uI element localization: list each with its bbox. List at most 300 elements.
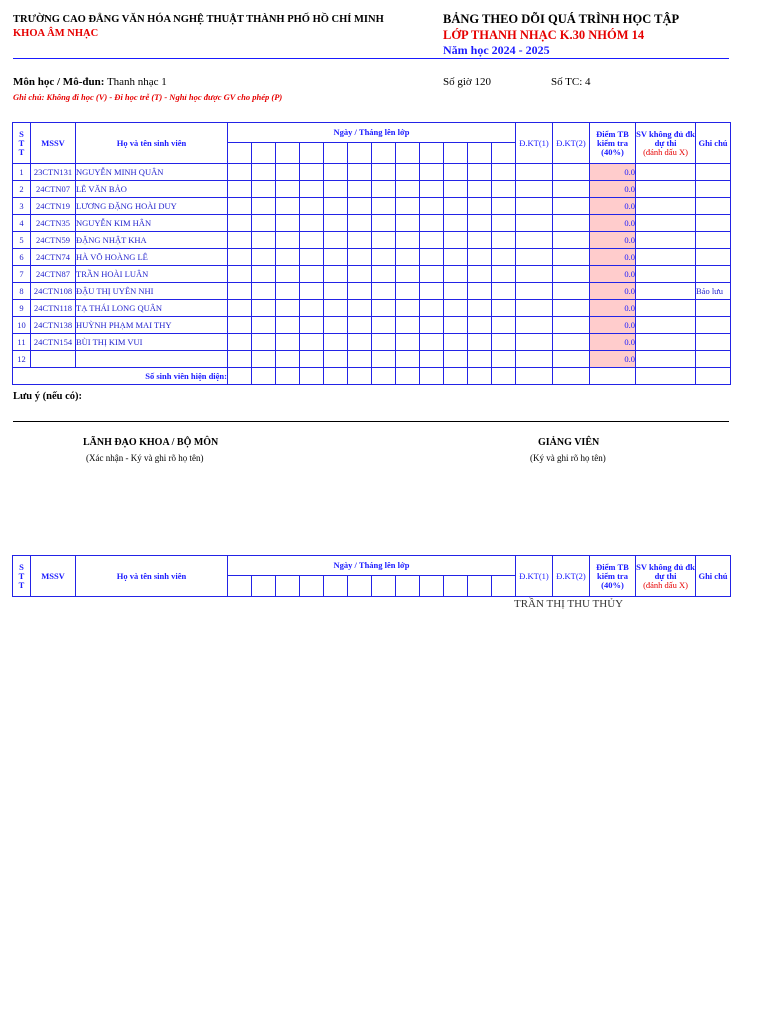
header-dkt2: Đ.KT(2) [553,556,590,597]
attendance-cell[interactable] [276,351,300,368]
attendance-cell[interactable] [444,300,468,317]
date-cell[interactable] [396,143,420,164]
row-note[interactable] [696,164,731,181]
attendance-cell[interactable] [444,249,468,266]
row-note[interactable] [696,232,731,249]
row-stt: 8 [13,283,31,300]
attendance-cell[interactable] [348,334,372,351]
attendance-cell[interactable] [492,283,516,300]
course-hours: Số giờ 120 [443,76,491,88]
attendance-cell[interactable] [396,317,420,334]
teacher-signature-note: (Ký và ghi rõ họ tên) [530,453,606,463]
attendance-cell[interactable] [468,317,492,334]
attendance-cell[interactable] [228,300,252,317]
attendance-cell[interactable] [492,334,516,351]
row-average-score: 0.0 [590,164,636,181]
attendance-cell[interactable] [372,164,396,181]
attendance-cell[interactable] [228,215,252,232]
attendance-cell[interactable] [420,266,444,283]
row-student-name: NGUYỄN MINH QUÂN [76,164,228,181]
row-ineligible-mark[interactable] [636,181,696,198]
row-mssv: 24CTN87 [31,266,76,283]
attendance-cell[interactable] [348,164,372,181]
present-count-cell [553,368,590,385]
attendance-cell[interactable] [420,334,444,351]
attendance-cell[interactable] [444,215,468,232]
attendance-cell[interactable] [396,215,420,232]
row-ineligible-mark[interactable] [636,232,696,249]
row-dkt2[interactable] [553,300,590,317]
attendance-cell[interactable] [228,232,252,249]
attendance-cell[interactable] [396,181,420,198]
attendance-cell[interactable] [372,334,396,351]
row-dkt2[interactable] [553,334,590,351]
row-mssv: 24CTN59 [31,232,76,249]
attendance-cell[interactable] [492,164,516,181]
attendance-cell[interactable] [396,283,420,300]
attendance-cell[interactable] [276,300,300,317]
attendance-cell[interactable] [300,198,324,215]
attendance-cell[interactable] [300,317,324,334]
row-dkt2[interactable] [553,181,590,198]
date-cell[interactable] [420,576,444,597]
attendance-cell[interactable] [300,181,324,198]
attendance-cell[interactable] [396,232,420,249]
present-count-cell[interactable] [468,368,492,385]
row-dkt1[interactable] [516,283,553,300]
attendance-cell[interactable] [420,249,444,266]
attendance-cell[interactable] [300,351,324,368]
attendance-cell[interactable] [468,181,492,198]
row-dkt1[interactable] [516,266,553,283]
attendance-cell[interactable] [324,266,348,283]
attendance-cell[interactable] [324,215,348,232]
row-dkt1[interactable] [516,198,553,215]
attendance-cell[interactable] [228,334,252,351]
attendance-cell[interactable] [300,266,324,283]
attendance-cell[interactable] [444,164,468,181]
row-stt: 12 [13,351,31,368]
attendance-cell[interactable] [324,300,348,317]
date-cell[interactable] [300,143,324,164]
attendance-cell[interactable] [300,215,324,232]
attendance-cell[interactable] [372,283,396,300]
row-ineligible-mark[interactable] [636,334,696,351]
row-dkt2[interactable] [553,232,590,249]
attendance-cell[interactable] [276,266,300,283]
attendance-cell[interactable] [468,198,492,215]
attendance-cell[interactable] [372,300,396,317]
attendance-cell[interactable] [420,164,444,181]
attendance-cell[interactable] [228,198,252,215]
row-mssv: 24CTN154 [31,334,76,351]
attendance-cell[interactable] [420,317,444,334]
attendance-cell[interactable] [348,300,372,317]
teacher-name: TRẦN THỊ THU THỦY [514,598,624,610]
row-mssv: 24CTN138 [31,317,76,334]
attendance-cell[interactable] [492,351,516,368]
attendance-cell[interactable] [324,198,348,215]
document-title: BẢNG THEO DÕI QUÁ TRÌNH HỌC TẬP [443,12,680,26]
row-dkt2[interactable] [553,283,590,300]
attendance-cell[interactable] [420,351,444,368]
date-cell[interactable] [396,576,420,597]
row-student-name: NGUYỄN KIM HÂN [76,215,228,232]
attendance-cell[interactable] [492,181,516,198]
header-ineligible-sub: (đánh dấu X) [643,579,688,590]
header-notes: Ghi chú [696,123,731,164]
attendance-cell[interactable] [372,266,396,283]
student-row [13,164,731,181]
attendance-cell[interactable] [468,334,492,351]
attendance-cell[interactable] [324,283,348,300]
date-cell[interactable] [300,576,324,597]
present-count-cell[interactable] [372,368,396,385]
attendance-cell[interactable] [444,198,468,215]
header-ineligible-label: SV không đủ đk dự thi [636,128,695,148]
present-count-cell[interactable] [492,368,516,385]
attendance-cell[interactable] [276,198,300,215]
date-cell[interactable] [324,143,348,164]
attendance-cell[interactable] [252,334,276,351]
row-ineligible-mark[interactable] [636,198,696,215]
date-cell[interactable] [228,143,252,164]
row-ineligible-mark[interactable] [636,283,696,300]
header-ineligible-label: SV không đủ đk dự thi [636,561,695,581]
row-stt: 11 [13,334,31,351]
row-dkt2[interactable] [553,351,590,368]
attendance-cell[interactable] [444,351,468,368]
row-ineligible-mark[interactable] [636,164,696,181]
attendance-cell[interactable] [468,249,492,266]
attendance-cell[interactable] [300,164,324,181]
attendance-cell[interactable] [396,249,420,266]
present-count-cell[interactable] [276,368,300,385]
row-ineligible-mark[interactable] [636,215,696,232]
row-dkt1[interactable] [516,334,553,351]
attendance-cell[interactable] [348,283,372,300]
attendance-cell[interactable] [276,334,300,351]
row-note[interactable]: Bảo lưu [696,283,731,300]
attendance-cell[interactable] [372,232,396,249]
attendance-cell[interactable] [444,181,468,198]
attendance-cell[interactable] [444,232,468,249]
attendance-cell[interactable] [492,215,516,232]
attendance-cell[interactable] [468,215,492,232]
attendance-cell[interactable] [420,232,444,249]
row-average-score: 0.0 [590,249,636,266]
row-note[interactable] [696,249,731,266]
row-student-name: ĐẶNG NHẬT KHA [76,232,228,249]
attendance-cell[interactable] [324,351,348,368]
date-cell[interactable] [420,143,444,164]
attendance-cell[interactable] [228,317,252,334]
attendance-cell[interactable] [468,283,492,300]
attendance-cell[interactable] [396,300,420,317]
attendance-cell[interactable] [492,266,516,283]
row-average-score: 0.0 [590,198,636,215]
attendance-cell[interactable] [300,283,324,300]
student-row [13,283,731,300]
row-dkt2[interactable] [553,266,590,283]
attendance-cell[interactable] [444,317,468,334]
header-student-name: Họ và tên sinh viên [76,123,228,164]
date-cell[interactable] [276,143,300,164]
student-row [13,215,731,232]
present-count-cell[interactable] [396,368,420,385]
date-cell[interactable] [444,576,468,597]
row-mssv: 24CTN19 [31,198,76,215]
row-stt: 10 [13,317,31,334]
present-count-cell [696,368,731,385]
attendance-cell[interactable] [276,249,300,266]
present-count-cell[interactable] [300,368,324,385]
attendance-cell[interactable] [492,198,516,215]
attendance-cell[interactable] [396,164,420,181]
attendance-cell[interactable] [492,317,516,334]
course-credits: Số TC: 4 [551,76,591,88]
student-row [13,334,731,351]
present-count-cell[interactable] [252,368,276,385]
row-ineligible-mark[interactable] [636,317,696,334]
attendance-cell[interactable] [348,266,372,283]
date-cell[interactable] [444,143,468,164]
present-count-cell [516,368,553,385]
row-stt: 3 [13,198,31,215]
row-student-name: BÙI THỊ KIM VUI [76,334,228,351]
attendance-cell[interactable] [228,351,252,368]
row-stt: 7 [13,266,31,283]
row-ineligible-mark[interactable] [636,300,696,317]
attendance-cell[interactable] [252,300,276,317]
attendance-cell[interactable] [348,317,372,334]
row-student-name: LƯƠNG ĐẶNG HOÀI DUY [76,198,228,215]
row-stt: 4 [13,215,31,232]
faculty-leader-signature-title: LÃNH ĐẠO KHOA / BỘ MÔN [83,437,219,448]
attendance-cell[interactable] [228,249,252,266]
remark-label: Lưu ý (nếu có): [13,391,83,402]
attendance-cell[interactable] [492,249,516,266]
row-note[interactable] [696,317,731,334]
row-mssv [31,351,76,368]
attendance-cell[interactable] [324,164,348,181]
attendance-cell[interactable] [276,181,300,198]
attendance-cell[interactable] [396,351,420,368]
date-cell[interactable] [348,576,372,597]
row-mssv: 23CTN131 [31,164,76,181]
row-note[interactable] [696,300,731,317]
date-cell[interactable] [324,576,348,597]
attendance-cell[interactable] [348,181,372,198]
attendance-cell[interactable] [420,181,444,198]
attendance-cell[interactable] [324,317,348,334]
attendance-cell[interactable] [252,232,276,249]
row-dkt2[interactable] [553,198,590,215]
row-average-score: 0.0 [590,215,636,232]
row-note[interactable] [696,215,731,232]
row-ineligible-mark[interactable] [636,266,696,283]
row-ineligible-mark[interactable] [636,249,696,266]
present-count-cell[interactable] [228,368,252,385]
attendance-cell[interactable] [420,198,444,215]
date-cell[interactable] [348,143,372,164]
attendance-cell[interactable] [300,334,324,351]
attendance-cell[interactable] [372,317,396,334]
row-average-score: 0.0 [590,181,636,198]
header-ineligible-sub: (đánh dấu X) [643,146,688,157]
attendance-cell[interactable] [444,283,468,300]
attendance-cell[interactable] [396,198,420,215]
attendance-cell[interactable] [228,266,252,283]
attendance-cell[interactable] [420,300,444,317]
date-cell[interactable] [468,143,492,164]
student-row [13,232,731,249]
date-cell[interactable] [252,143,276,164]
attendance-cell[interactable] [348,232,372,249]
present-count-cell [636,368,696,385]
row-student-name [76,351,228,368]
attendance-cell[interactable] [348,351,372,368]
attendance-cell[interactable] [276,317,300,334]
row-average-score: 0.0 [590,266,636,283]
attendance-cell[interactable] [252,181,276,198]
present-count-cell[interactable] [324,368,348,385]
attendance-cell[interactable] [300,300,324,317]
row-note[interactable] [696,334,731,351]
attendance-cell[interactable] [276,283,300,300]
student-row [13,300,731,317]
attendance-cell[interactable] [444,266,468,283]
header-dkt2: Đ.KT(2) [553,123,590,164]
attendance-cell[interactable] [444,334,468,351]
subject-value: Thanh nhạc 1 [106,76,167,88]
row-ineligible-mark[interactable] [636,351,696,368]
attendance-cell[interactable] [324,232,348,249]
present-count-cell[interactable] [444,368,468,385]
row-dkt1[interactable] [516,232,553,249]
attendance-cell[interactable] [228,283,252,300]
row-note[interactable] [696,351,731,368]
attendance-cell[interactable] [468,266,492,283]
row-note[interactable] [696,198,731,215]
date-cell[interactable] [372,143,396,164]
attendance-cell[interactable] [492,232,516,249]
row-stt: 5 [13,232,31,249]
student-row [13,266,731,283]
row-note[interactable] [696,266,731,283]
attendance-cell[interactable] [252,317,276,334]
teacher-signature-title: GIẢNG VIÊN [538,437,600,448]
attendance-cell[interactable] [492,300,516,317]
row-mssv: 24CTN118 [31,300,76,317]
attendance-cell[interactable] [420,215,444,232]
row-stt: 9 [13,300,31,317]
row-dkt1[interactable] [516,215,553,232]
attendance-cell[interactable] [324,181,348,198]
subject-label: Môn học / Mô-đun: [13,76,105,88]
row-dkt1[interactable] [516,300,553,317]
date-cell[interactable] [492,576,516,597]
attendance-cell[interactable] [420,283,444,300]
date-cell[interactable] [252,576,276,597]
attendance-cell[interactable] [468,232,492,249]
attendance-cell[interactable] [372,351,396,368]
row-stt: 1 [13,164,31,181]
attendance-cell[interactable] [468,164,492,181]
present-count-label: Số sinh viên hiện diện: [13,368,228,385]
attendance-cell[interactable] [372,215,396,232]
attendance-cell[interactable] [276,164,300,181]
attendance-cell[interactable] [348,198,372,215]
attendance-cell[interactable] [468,351,492,368]
row-student-name: TẠ THÁI LONG QUÂN [76,300,228,317]
attendance-cell[interactable] [324,334,348,351]
header-student-name: Họ và tên sinh viên [76,556,228,597]
row-dkt1[interactable] [516,181,553,198]
attendance-cell[interactable] [300,232,324,249]
attendance-cell[interactable] [396,334,420,351]
header-ineligible [636,556,696,597]
row-dkt2[interactable] [553,215,590,232]
attendance-cell[interactable] [372,198,396,215]
present-count-cell [590,368,636,385]
attendance-cell[interactable] [468,300,492,317]
row-dkt2[interactable] [553,317,590,334]
date-cell[interactable] [276,576,300,597]
date-cell[interactable] [372,576,396,597]
attendance-cell[interactable] [228,181,252,198]
attendance-cell[interactable] [252,215,276,232]
date-cell[interactable] [228,576,252,597]
row-dkt1[interactable] [516,351,553,368]
attendance-cell[interactable] [348,215,372,232]
attendance-cell[interactable] [252,249,276,266]
attendance-cell[interactable] [396,266,420,283]
attendance-cell[interactable] [372,181,396,198]
attendance-cell[interactable] [252,351,276,368]
row-dkt1[interactable] [516,249,553,266]
header-class-dates: Ngày / Tháng lên lớp [228,556,516,576]
row-dkt1[interactable] [516,164,553,181]
date-cell[interactable] [468,576,492,597]
attendance-cell[interactable] [276,232,300,249]
attendance-cell[interactable] [372,249,396,266]
repeated-table-header [12,555,731,597]
present-count-cell[interactable] [348,368,372,385]
row-mssv: 24CTN74 [31,249,76,266]
attendance-cell[interactable] [324,249,348,266]
attendance-cell[interactable] [252,266,276,283]
attendance-cell[interactable] [276,215,300,232]
row-dkt2[interactable] [553,249,590,266]
header-stt: S T T [13,123,31,164]
row-note[interactable] [696,181,731,198]
attendance-cell[interactable] [300,249,324,266]
date-cell[interactable] [492,143,516,164]
row-dkt2[interactable] [553,164,590,181]
attendance-cell[interactable] [252,283,276,300]
attendance-cell[interactable] [348,249,372,266]
attendance-cell[interactable] [252,198,276,215]
row-student-name: HUỲNH PHẠM MAI THY [76,317,228,334]
attendance-cell[interactable] [252,164,276,181]
header-stt: S T T [13,556,31,597]
header-dkt1: Đ.KT(1) [516,123,553,164]
row-average-score: 0.0 [590,334,636,351]
present-count-cell[interactable] [420,368,444,385]
row-dkt1[interactable] [516,317,553,334]
attendance-cell[interactable] [228,164,252,181]
